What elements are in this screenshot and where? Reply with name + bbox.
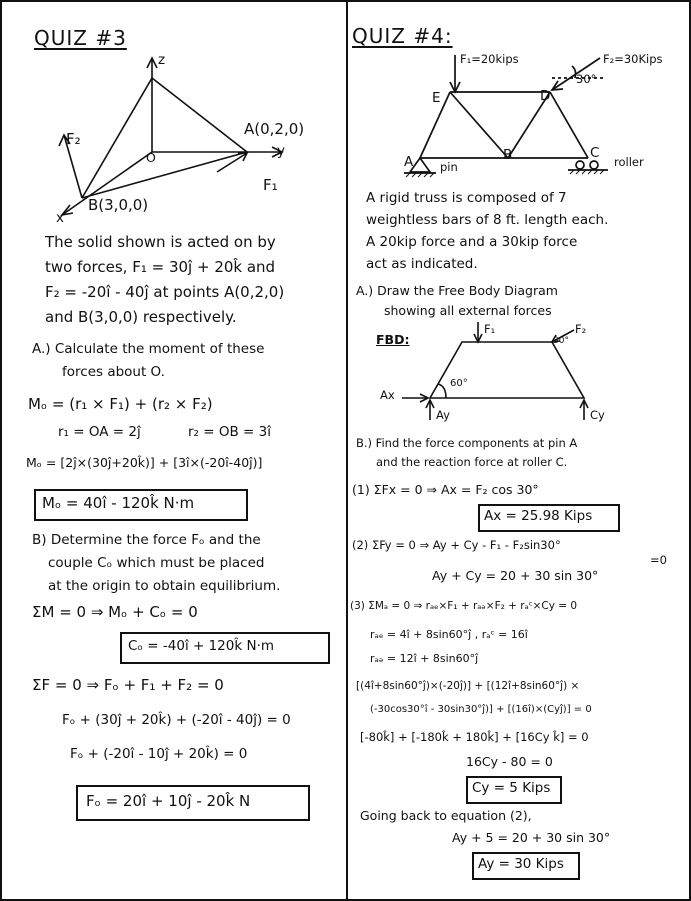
problem-line-4: and B(3,0,0) respectively. [45, 308, 237, 326]
fbd-ay-label: Ay [436, 408, 450, 422]
part-b-line-1: B) Determine the force Fₒ and the [32, 532, 261, 548]
sum-forces: ΣF = 0 ⇒ Fₒ + F₁ + F₂ = 0 [32, 676, 224, 694]
truss-problem-line-1: A rigid truss is composed of 7 [366, 190, 567, 206]
point-a-label: A(0,2,0) [244, 120, 305, 138]
part-a-line-2: forces about O. [62, 364, 165, 380]
ay-result: Ay = 30 Kips [478, 856, 564, 872]
fbd-60-label: 60° [450, 378, 468, 389]
roller-label: roller [614, 155, 644, 169]
quiz3-title: QUIZ #3 [34, 26, 127, 50]
fbd-ax-label: Ax [380, 388, 395, 402]
part-a-line-1: A.) Calculate the moment of these [32, 341, 265, 357]
truss-part-a-line-1: A.) Draw the Free Body Diagram [356, 283, 558, 298]
sum-moments: ΣM = 0 ⇒ Mₒ + Cₒ = 0 [32, 603, 198, 621]
part-b-line-2: couple Cₒ which must be placed [48, 555, 265, 571]
equation-2-tail: =0 [650, 553, 667, 567]
fbd-30-label: 30° [553, 336, 569, 346]
equation-3: (3) ΣMₐ = 0 ⇒ rₐₑ×F₁ + rₐₔ×F₂ + rₐᶜ×Cy = 0 [350, 600, 578, 612]
fbd-trapezoid [430, 342, 584, 398]
node-b-label: B [503, 147, 513, 163]
fbd-f2-label: F₂ [575, 322, 587, 336]
truss-part-a-line-2: showing all external forces [384, 303, 552, 318]
r1-vector: r₁ = OA = 2ĵ [58, 424, 141, 440]
truss-f2-label: F₂=30Kips [603, 52, 663, 66]
truss-part-b-line-1: B.) Find the force components at pin A [356, 436, 578, 450]
ay-equation: Ay + 5 = 20 + 30 sin 30° [452, 830, 611, 845]
cy-equation: 16Cy - 80 = 0 [466, 754, 553, 769]
cross-product-line-3: [-80k̂] + [-180k̂ + 180k̂] + [16Cy k̂] = 0 [360, 730, 589, 744]
node-c-label: C [590, 145, 600, 161]
node-a-label: A [404, 154, 414, 170]
problem-line-2: two forces, F₁ = 30ĵ + 20k̂ and [45, 258, 276, 276]
r-ae-vector: rₐₑ = 4î + 8sin60°ĵ , rₐᶜ = 16î [370, 628, 528, 641]
truss-part-b-line-2: and the reaction force at roller C. [376, 455, 568, 469]
cy-result: Cy = 5 Kips [472, 780, 551, 796]
equation-2b: Ay + Cy = 20 + 30 sin 30° [432, 568, 599, 583]
equation-1: (1) ΣFx = 0 ⇒ Ax = F₂ cos 30° [352, 482, 539, 497]
r-ad-vector: rₐₔ = 12î + 8sin60°ĵ [370, 652, 479, 665]
going-back-text: Going back to equation (2), [360, 808, 532, 823]
force-result: Fₒ = 20î + 10ĵ - 20k̂ N [86, 792, 251, 810]
quiz4-title: QUIZ #4: [352, 24, 453, 48]
node-e-label: E [432, 90, 441, 106]
problem-line-1: The solid shown is acted on by [45, 233, 276, 251]
z-axis-label: z [158, 52, 166, 68]
f2-label: F₂ [66, 130, 81, 148]
truss-problem-line-4: act as indicated. [366, 256, 478, 272]
point-b-label: B(3,0,0) [88, 196, 149, 214]
node-d-label: D [540, 88, 551, 104]
part-b-line-3: at the origin to obtain equilibrium. [48, 578, 281, 594]
force-line-1: Fₒ + (30ĵ + 20k̂) + (-20î - 40ĵ) = 0 [62, 712, 291, 728]
moment-equation: Mₒ = (r₁ × F₁) + (r₂ × F₂) [28, 395, 213, 413]
fbd-cy-label: Cy [590, 408, 605, 422]
truss-angle-label: 30° [576, 72, 597, 86]
x-axis-label: x [56, 210, 64, 226]
fbd-f1-label: F₁ [484, 322, 496, 336]
fbd-label: FBD: [376, 332, 410, 347]
fbd-60-arc [438, 384, 446, 398]
pin-label: pin [440, 160, 458, 174]
moment-result: Mₒ = 40î - 120k̂ N·m [42, 494, 195, 512]
truss-problem-line-3: A 20kip force and a 30kip force [366, 234, 578, 250]
equation-2: (2) ΣFy = 0 ⇒ Ay + Cy - F₁ - F₂sin30° [352, 538, 561, 552]
f1-label: F₁ [263, 176, 278, 194]
truss-f1-label: F₁=20kips [460, 52, 519, 66]
force-line-2: Fₒ + (-20î - 10ĵ + 20k̂) = 0 [70, 746, 248, 762]
problem-line-3: F₂ = -20î - 40ĵ at points A(0,2,0) [45, 283, 285, 301]
r2-vector: r₂ = OB = 3î [188, 424, 271, 440]
y-axis-label: y [277, 143, 285, 159]
moment-substitution: Mₒ = [2ĵ×(30ĵ+20k̂)] + [3î×(-20î-40ĵ)] [26, 455, 263, 470]
cross-product-line-1: [(4î+8sin60°ĵ)×(-20ĵ)] + [(12î+8sin60°ĵ) × [356, 680, 580, 692]
couple-result: Cₒ = -40î + 120k̂ N·m [128, 638, 275, 654]
origin-label: O [146, 150, 156, 165]
cross-product-line-2: (-30cos30°î - 30sin30°ĵ)] + [(16î)×(Cyĵ)] = 0 [370, 704, 592, 715]
ax-result: Ax = 25.98 Kips [484, 508, 593, 524]
truss-problem-line-2: weightless bars of 8 ft. length each. [366, 212, 609, 228]
